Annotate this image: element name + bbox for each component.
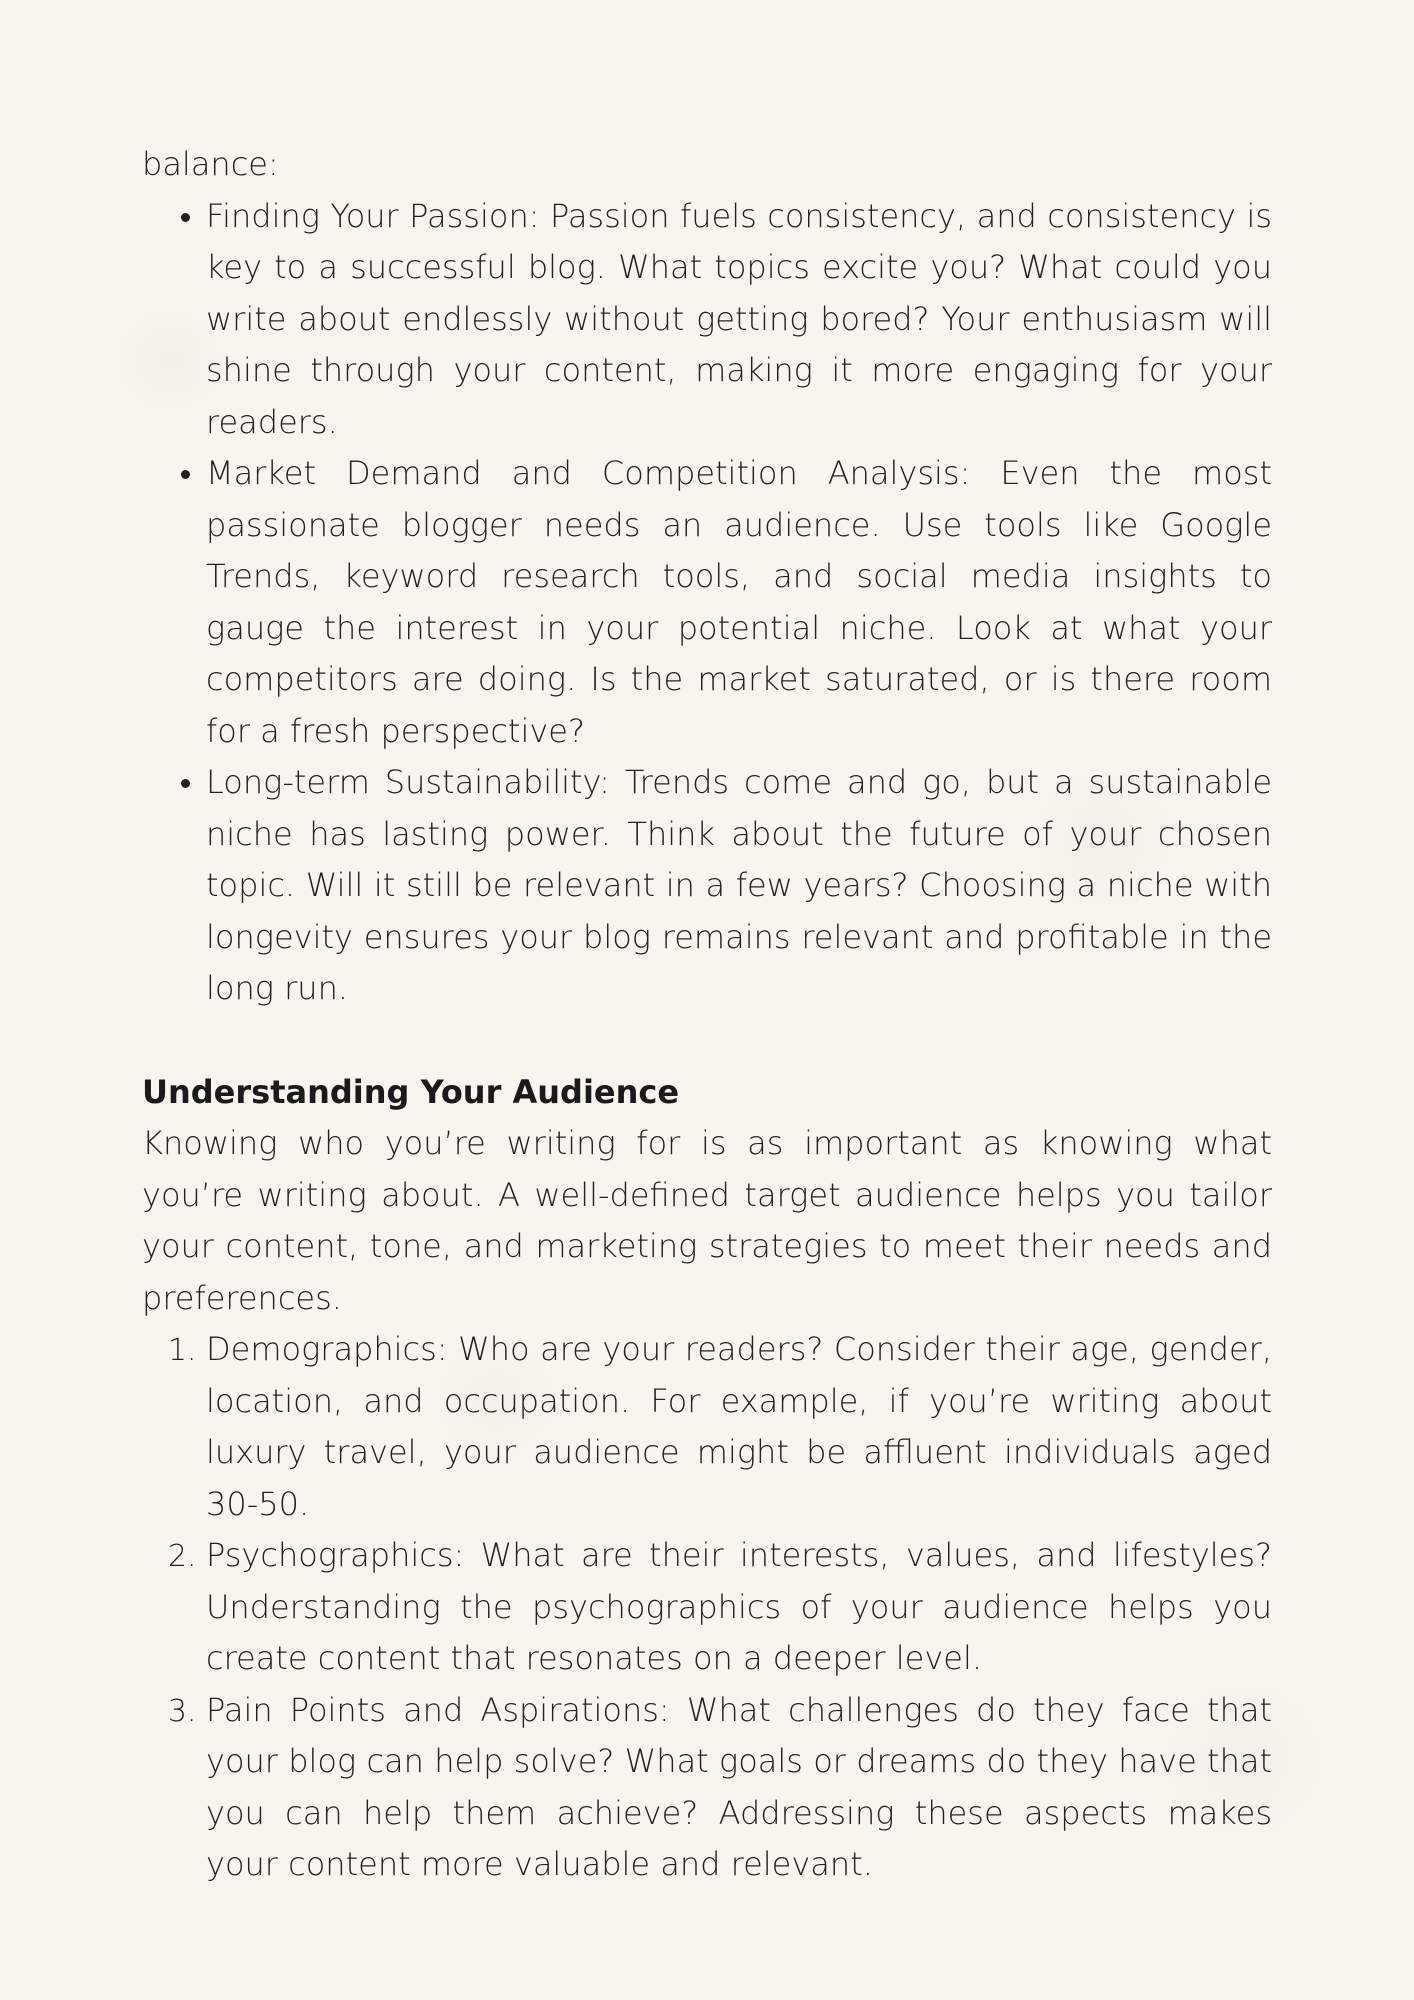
list-item: 2. Psychographics: What are their interests, values, and lifestyles? Understanding the psychographics of your audience helps you create content that resonates on a deeper level.: [206, 1530, 1272, 1685]
list-item: • Long-term Sustainability: Trends come and go, but a sustainable niche has lasting power. Think about the future of your chosen topic. Will it still be relevant in a few years? Choosing a niche with longevity ensures your blog remains relevant and profitable in the long run.: [206, 757, 1272, 1015]
list-item: 1. Demographics: Who are your readers? Consider their age, gender, location, and occupation. For example, if you’re writing about luxury travel, your audience might be affluent individuals aged 30-50.: [206, 1324, 1272, 1530]
section-heading: Understanding Your Audience: [142, 1072, 680, 1111]
niche-criteria-list: [142, 191, 1272, 1015]
intro-fragment: balance:: [142, 145, 279, 183]
page-content: [142, 139, 1272, 1891]
list-item: 3. Pain Points and Aspirations: What challenges do they face that your blog can help solve? What goals or dreams do they have that you can help them achieve? Addressing these aspects makes your content more valuable and relevant.: [206, 1685, 1272, 1891]
list-item: • Market Demand and Competition Analysis: Even the most passionate blogger needs an audience. Use tools like Google Trends, keyword research tools, and social media insights to gauge the interest in your potential niche. Look at what your competitors are doing. Is the market saturated, or is there room for a fresh perspective?: [206, 448, 1272, 757]
section-paragraph: Knowing who you’re writing for is as important as knowing what you’re writing about. A well-defined target audience helps you tailor your content, tone, and marketing strategies to meet their needs and preferences.: [142, 1124, 1272, 1317]
list-item: • Finding Your Passion: Passion fuels consistency, and consistency is key to a successful blog. What topics excite you? What could you write about endlessly without getting bored? Your enthusiasm will shine through your content, making it more engaging for your readers.: [206, 191, 1272, 449]
audience-factors-list: [142, 1324, 1272, 1891]
